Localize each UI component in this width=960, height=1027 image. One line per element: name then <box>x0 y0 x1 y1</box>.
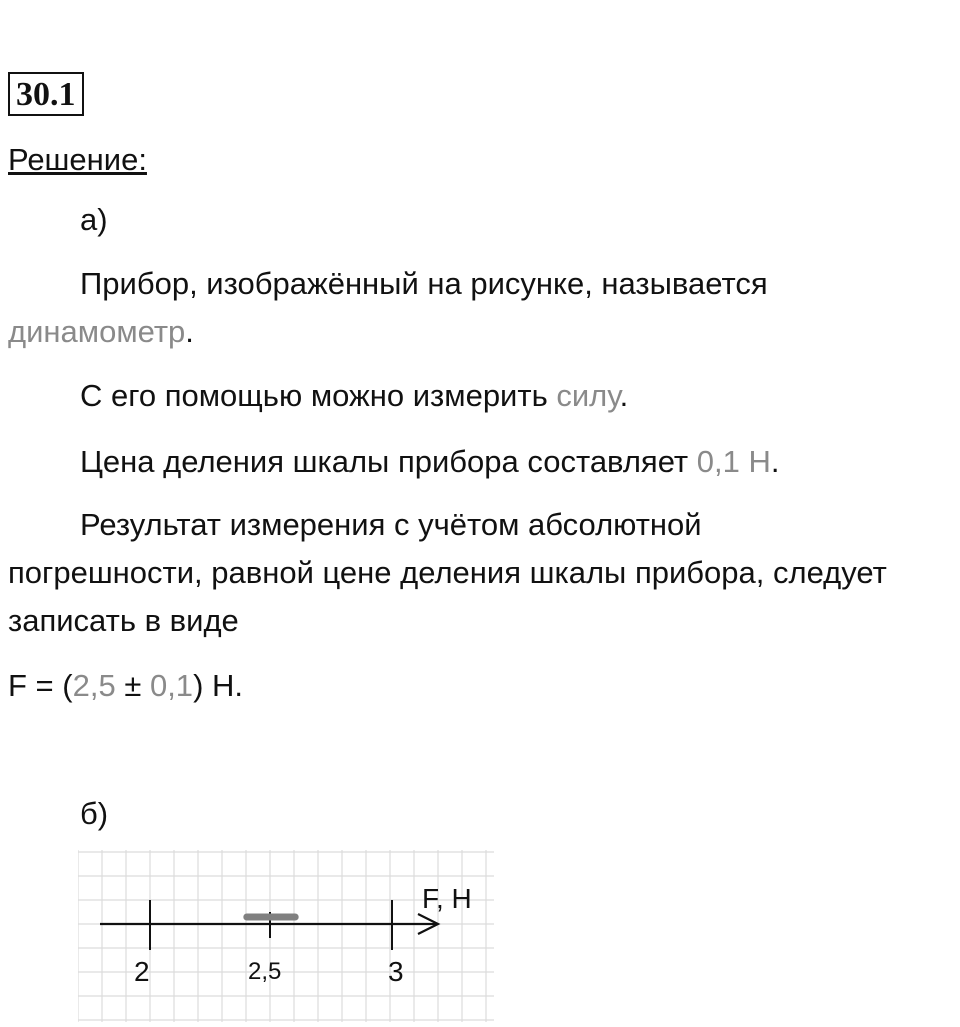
division-sentence: Цена деления шкалы прибора составляет 0,1 Н. <box>80 444 780 479</box>
grid <box>78 850 494 1022</box>
division-prefix: Цена деления шкалы прибора составляет <box>80 444 689 479</box>
formula-suffix: ) Н. <box>193 668 243 703</box>
tick-label-3: 3 <box>388 956 404 987</box>
device-answer-line: динамометр. <box>8 314 194 349</box>
tick-label-2-5: 2,5 <box>248 958 282 985</box>
device-answer: динамометр <box>8 314 186 349</box>
part-b-label: б) <box>80 796 109 831</box>
result-line-2: погрешности, равной цене деления шкалы прибора, следует <box>8 555 887 590</box>
device-sentence: Прибор, изображённый на рисунке, называется <box>80 266 768 301</box>
part-a-label: а) <box>80 202 108 237</box>
measure-prefix: С его помощью можно измерить <box>80 378 548 413</box>
tick-label-2: 2 <box>134 956 150 987</box>
formula-error: 0,1 <box>149 668 194 703</box>
division-answer: 0,1 Н <box>696 444 771 479</box>
formula <box>8 666 243 706</box>
solution-heading: Решение: <box>8 142 147 177</box>
result-line-1: Результат измерения с учётом абсолютной <box>80 507 702 542</box>
formula-value: 2,5 <box>72 668 116 703</box>
formula-pm: ± <box>115 668 150 703</box>
measure-answer: силу <box>556 378 620 413</box>
result-line-3: записать в виде <box>8 603 239 638</box>
problem-number: 30.1 <box>8 72 84 116</box>
force-axis-diagram <box>78 850 494 1022</box>
measure-sentence: С его помощью можно измерить силу. <box>80 378 629 413</box>
axis-label: F, Н <box>422 883 472 914</box>
formula-prefix: F = ( <box>8 668 73 703</box>
